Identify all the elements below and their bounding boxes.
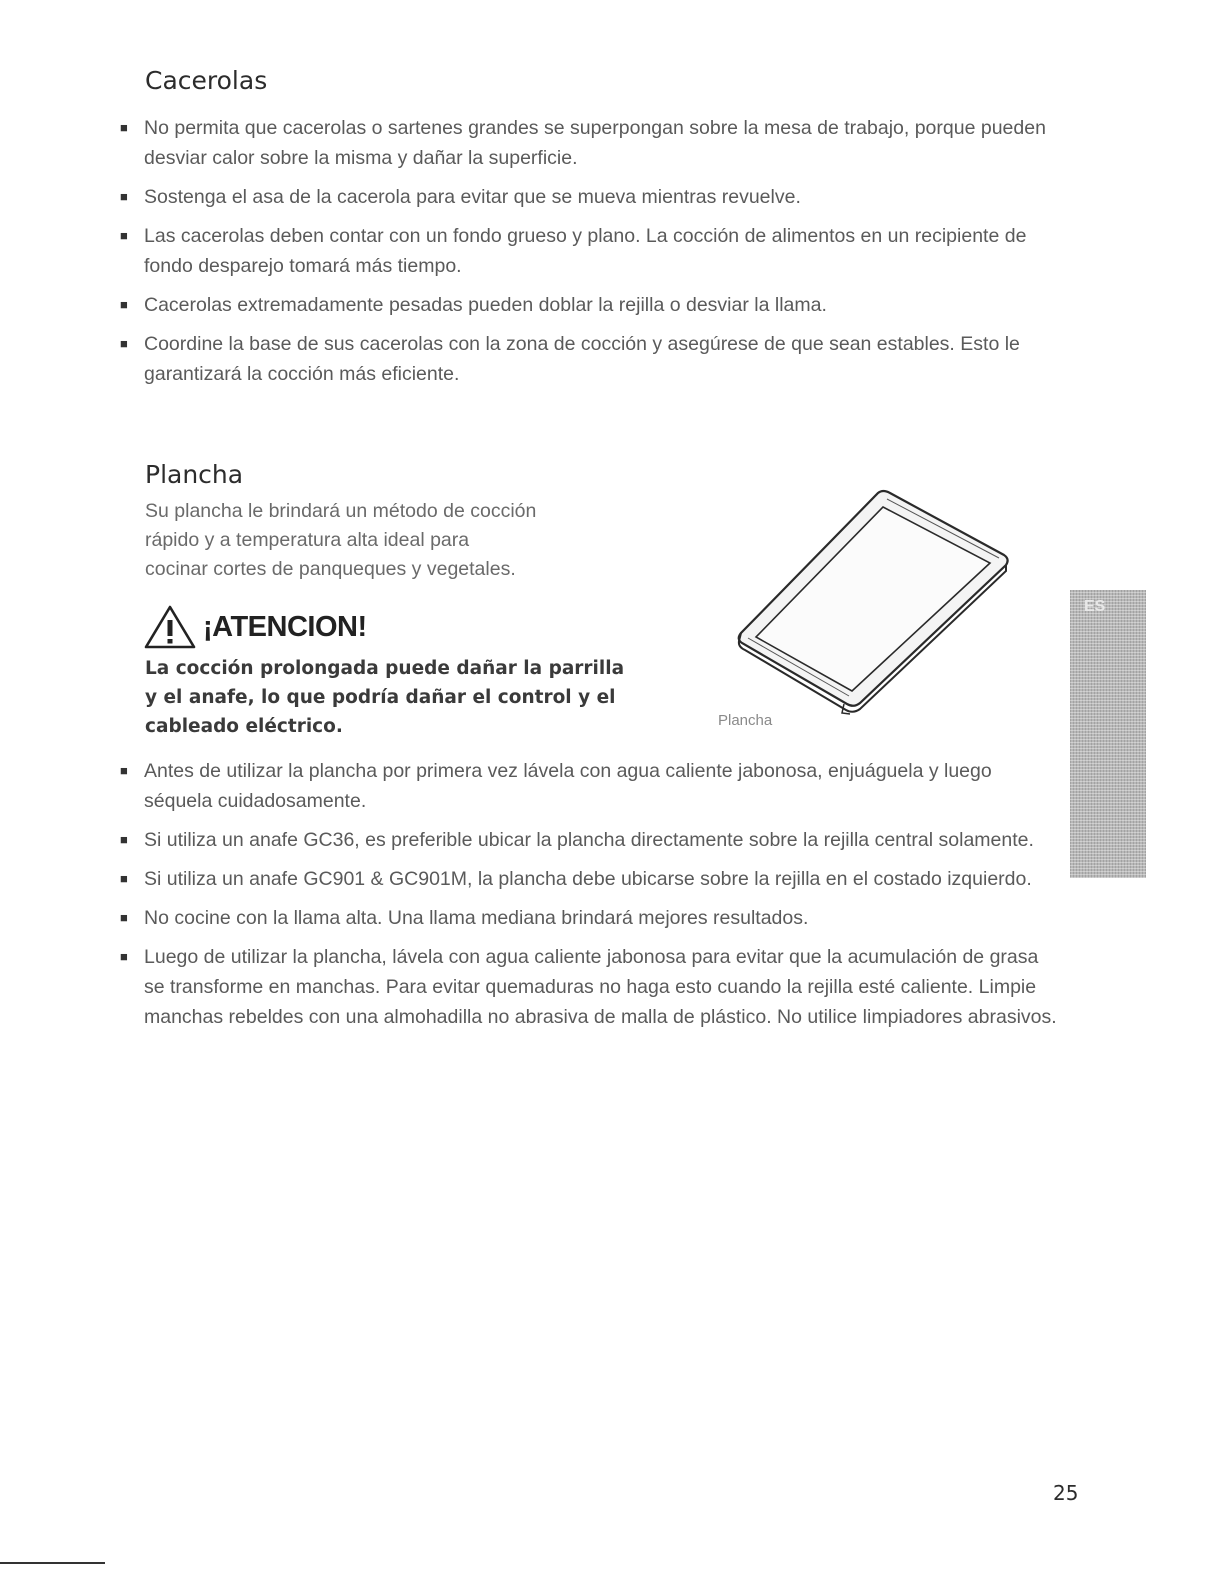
- list-item: [118, 903, 1058, 933]
- list-item-text: Las cacerolas deben contar con un fondo grueso y plano. La cocción de alimentos en un recipiente de fondo desparejo tomará más tiempo.: [144, 225, 1027, 277]
- list-item: [118, 329, 1058, 389]
- list-item-text: Sostenga el asa de la cacerola para evitar que se mueva mientras revuelve.: [144, 186, 801, 208]
- list-item: [118, 221, 1058, 281]
- list-item-text: Coordine la base de sus cacerolas con la zona de cocción y asegúrese de que sean estables. Esto le garantizará la cocción más eficiente.: [144, 333, 1020, 385]
- plancha-title: Plancha: [145, 460, 244, 489]
- square-bullet-icon: ■: [120, 336, 128, 351]
- cacerolas-title: Cacerolas: [145, 66, 268, 95]
- side-tab-label: ES: [1084, 598, 1106, 615]
- list-item-text: No cocine con la llama alta. Una llama mediana brindará mejores resultados.: [144, 907, 809, 929]
- list-item-text: Si utiliza un anafe GC901 & GC901M, la plancha debe ubicarse sobre la rejilla en el costado izquierdo.: [144, 868, 1032, 890]
- list-item-text: No permita que cacerolas o sartenes grandes se superpongan sobre la mesa de trabajo, porque pueden desviar calor sobre la misma y dañar la superficie.: [144, 117, 1046, 169]
- warning-title: ¡ATENCION!: [203, 610, 367, 643]
- list-item-text: Cacerolas extremadamente pesadas pueden doblar la rejilla o desviar la llama.: [144, 294, 827, 316]
- square-bullet-icon: ■: [120, 949, 128, 964]
- square-bullet-icon: ■: [120, 189, 128, 204]
- warning-triangle-icon: [143, 604, 197, 650]
- square-bullet-icon: ■: [120, 120, 128, 135]
- square-bullet-icon: ■: [120, 228, 128, 243]
- language-side-tab: [1070, 590, 1146, 878]
- warning-line: y el anafe, lo que podría dañar el control y el: [145, 687, 616, 708]
- warning-body: [145, 654, 625, 741]
- list-item: [118, 756, 1058, 816]
- figure-caption: Plancha: [718, 712, 773, 729]
- list-item: [118, 825, 1058, 855]
- square-bullet-icon: ■: [120, 871, 128, 886]
- list-item-text: Luego de utilizar la plancha, lávela con agua caliente jabonosa para evitar que la acumulación de grasa se transforme en manchas. Para evitar quemaduras no haga esto cuando la rejilla esté caliente. Limpie manchas rebeldes con una almohadilla no abrasiva de malla de plástico. No utilice limpiadores abrasivos.: [144, 946, 1057, 1028]
- cacerolas-list: [118, 113, 1058, 398]
- plancha-list: [118, 756, 1058, 1041]
- intro-line: rápido y a temperatura alta ideal para: [145, 529, 470, 551]
- list-item: [118, 113, 1058, 173]
- bottom-rule: [0, 1562, 105, 1564]
- list-item-text: Si utiliza un anafe GC36, es preferible ubicar la plancha directamente sobre la rejilla central solamente.: [144, 829, 1034, 851]
- page-number: 25: [1053, 1481, 1079, 1505]
- list-item: [118, 290, 1058, 320]
- intro-line: cocinar cortes de panqueques y vegetales.: [145, 558, 516, 580]
- warning-line: cableado eléctrico.: [145, 716, 343, 737]
- griddle-illustration: [720, 485, 1050, 725]
- plancha-intro: [145, 497, 585, 584]
- square-bullet-icon: ■: [120, 297, 128, 312]
- list-item: [118, 942, 1058, 1032]
- warning-line: La cocción prolongada puede dañar la parrilla: [145, 658, 625, 679]
- square-bullet-icon: ■: [120, 763, 128, 778]
- warning-heading: [143, 602, 367, 652]
- square-bullet-icon: ■: [120, 832, 128, 847]
- square-bullet-icon: ■: [120, 910, 128, 925]
- list-item-text: Antes de utilizar la plancha por primera vez lávela con agua caliente jabonosa, enjuáguela y luego séquela cuidadosamente.: [144, 760, 992, 812]
- list-item: [118, 182, 1058, 212]
- intro-line: Su plancha le brindará un método de cocción: [145, 500, 537, 522]
- list-item: [118, 864, 1058, 894]
